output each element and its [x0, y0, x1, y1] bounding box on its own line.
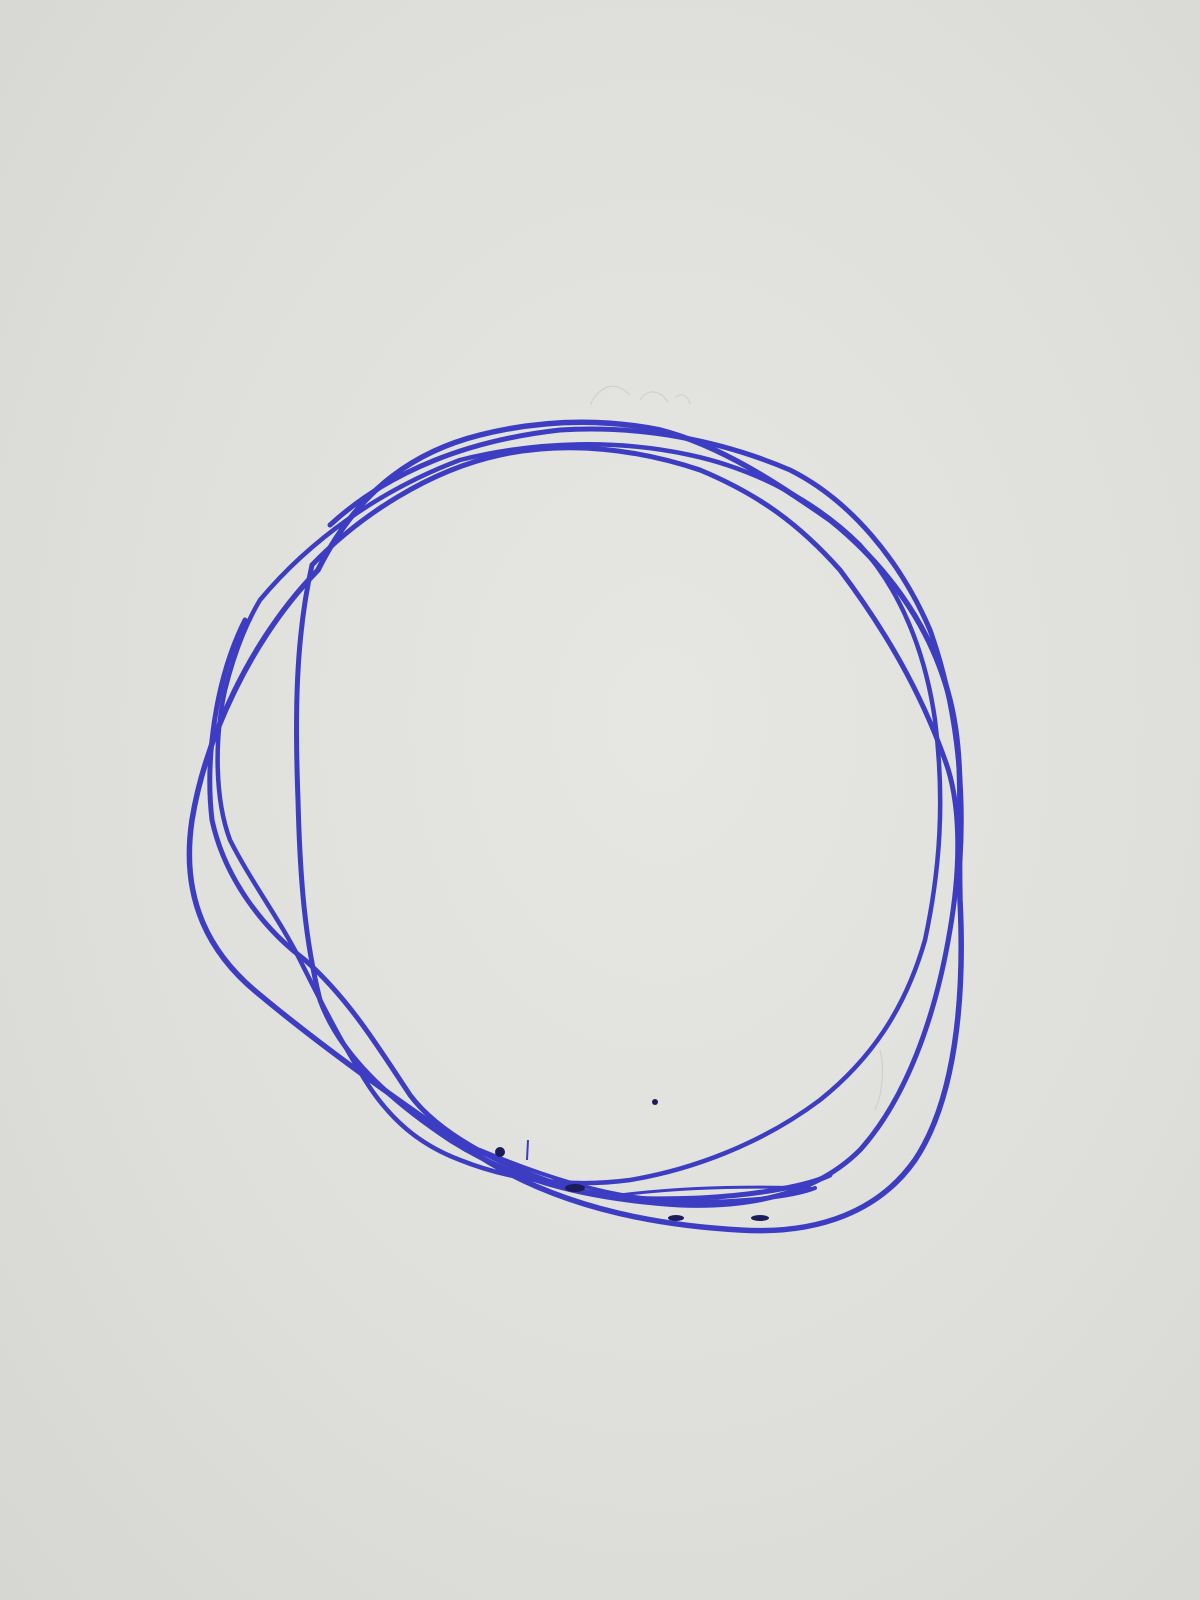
smudge-top: [590, 386, 690, 405]
ink-tick: [527, 1140, 528, 1160]
pencil-smudges: [590, 386, 882, 1110]
ink-blob-4: [751, 1215, 769, 1221]
ink-blob-2: [565, 1184, 585, 1192]
ink-blob-3: [668, 1215, 684, 1221]
ink-blob-1: [495, 1147, 505, 1157]
smudge-right: [875, 1050, 882, 1110]
ink-dot: [652, 1099, 658, 1105]
circle-drawing: [189, 422, 961, 1230]
ink-loop-1: [189, 422, 961, 1230]
ink-loop-3: [210, 429, 961, 1199]
ink-loop-2: [296, 448, 957, 1206]
